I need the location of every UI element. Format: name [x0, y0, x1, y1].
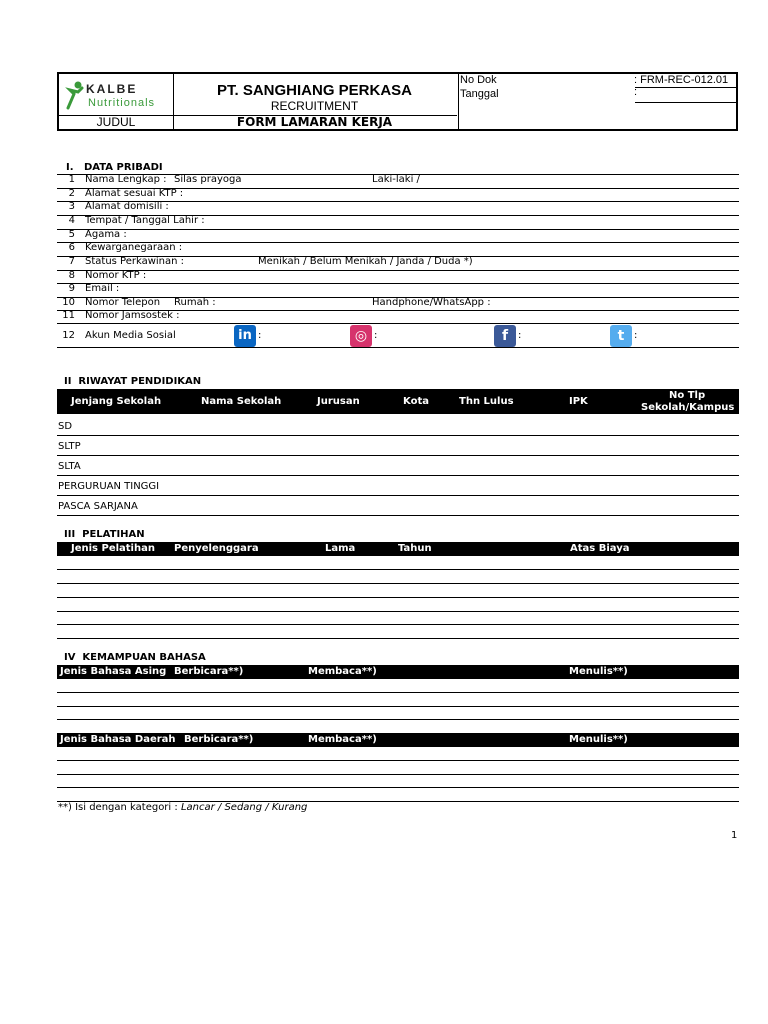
- education-header-bar: [57, 389, 739, 414]
- col-menulis: Menulis**): [569, 666, 628, 677]
- tanggal-value: :: [634, 86, 638, 98]
- col-nama-sekolah: Nama Sekolah: [201, 396, 282, 407]
- regional-language-row-line[interactable]: [57, 760, 739, 761]
- row-divider: [57, 283, 739, 284]
- row-number: 3: [68, 201, 75, 212]
- field-label: Tempat / Tanggal Lahir :: [85, 215, 205, 226]
- logo-subtitle: Nutritionals: [88, 97, 156, 109]
- row-divider: [57, 229, 739, 230]
- linkedin-icon[interactable]: in: [234, 325, 256, 347]
- row-number: 11: [62, 310, 75, 321]
- education-level-label: SLTP: [58, 441, 81, 452]
- field-label: Nomor Jamsostek :: [85, 310, 180, 321]
- training-row-line[interactable]: [57, 583, 739, 584]
- field-label: Akun Media Sosial: [85, 330, 176, 341]
- facebook-icon[interactable]: f: [494, 325, 516, 347]
- section-data-pribadi-title: I. DATA PRIBADI: [66, 162, 163, 173]
- field-label: Nomor Telepon: [85, 297, 161, 308]
- col-menulis: Menulis**): [569, 734, 628, 745]
- row-divider: [57, 323, 739, 324]
- col-penyelenggara: Penyelenggara: [174, 543, 259, 554]
- col-berbicara: Berbicara**): [174, 666, 244, 677]
- education-level-label: PERGURUAN TINGGI: [58, 481, 160, 492]
- language-category-note: [58, 802, 307, 813]
- row-divider: [57, 435, 739, 436]
- col-sekolah-kampus: Sekolah/Kampus: [641, 402, 735, 413]
- col-berbicara: Berbicara**): [184, 734, 254, 745]
- training-row-line[interactable]: [57, 569, 739, 570]
- row-number: 9: [68, 283, 75, 294]
- col-jurusan: Jurusan: [317, 396, 360, 407]
- col-no-tlp: No Tlp: [669, 390, 706, 401]
- row-divider: [57, 270, 739, 271]
- note-prefix: **) Isi dengan kategori :: [58, 802, 178, 813]
- col-jenis-pelatihan: Jenis Pelatihan: [71, 543, 155, 554]
- instagram-icon[interactable]: ◎: [350, 325, 372, 347]
- row-number: 8: [68, 270, 75, 281]
- col-jenis-bahasa-asing: Jenis Bahasa Asing: [60, 666, 167, 677]
- field-label: Nama Lengkap :: [85, 174, 167, 185]
- foreign-language-row-line[interactable]: [57, 719, 739, 720]
- department-name: RECRUITMENT: [270, 99, 359, 113]
- social-account-field[interactable]: :: [634, 330, 638, 341]
- row-number: 12: [62, 330, 75, 341]
- field-label: Alamat sesuai KTP :: [85, 188, 184, 199]
- education-level-label: SLTA: [58, 461, 81, 472]
- field-label: Email :: [85, 283, 120, 294]
- training-row-line[interactable]: [57, 638, 739, 639]
- row-number: 6: [68, 242, 75, 253]
- company-name: PT. SANGHIANG PERKASA: [216, 82, 413, 99]
- logo-brand: KALBE: [86, 82, 138, 96]
- tanggal-label: Tanggal: [460, 88, 499, 100]
- row-number: 2: [68, 188, 75, 199]
- col-ipk: IPK: [569, 396, 588, 407]
- section-pelatihan-title: III PELATIHAN: [64, 529, 145, 540]
- training-row-line[interactable]: [57, 597, 739, 598]
- col-jenis-bahasa-daerah: Jenis Bahasa Daerah: [60, 734, 176, 745]
- training-header-bar: [57, 542, 739, 556]
- foreign-language-header-bar: [57, 665, 739, 679]
- row-number: 4: [68, 215, 75, 226]
- section-riwayat-pendidikan-title: II RIWAYAT PENDIDIKAN: [64, 376, 202, 387]
- training-row-line[interactable]: [57, 611, 739, 612]
- row-number: 10: [62, 297, 75, 308]
- foreign-language-row-line[interactable]: [57, 692, 739, 693]
- education-level-label: PASCA SARJANA: [58, 501, 138, 512]
- no-dok-label: No Dok: [460, 74, 497, 86]
- col-lama: Lama: [325, 543, 356, 554]
- row-divider: [57, 455, 739, 456]
- field-value[interactable]: Silas prayoga: [174, 174, 242, 185]
- social-account-field[interactable]: :: [374, 330, 378, 341]
- field-value[interactable]: Rumah :: [174, 297, 216, 308]
- no-dok-value: : FRM-REC-012.01: [634, 74, 729, 86]
- foreign-language-row-line[interactable]: [57, 706, 739, 707]
- education-level-label: SD: [58, 421, 73, 432]
- regional-language-row-line[interactable]: [57, 787, 739, 788]
- col-kota: Kota: [403, 396, 429, 407]
- social-account-field[interactable]: :: [518, 330, 522, 341]
- field-label: Status Perkawinan :: [85, 256, 185, 267]
- field-label: Agama :: [85, 229, 127, 240]
- row-divider: [57, 515, 739, 516]
- form-title: FORM LAMARAN KERJA: [236, 115, 393, 129]
- field-label: Alamat domisili :: [85, 201, 169, 212]
- judul-label: JUDUL: [96, 115, 136, 129]
- row-divider: [57, 347, 739, 348]
- field-label: Kewarganegaraan :: [85, 242, 183, 253]
- row-number: 5: [68, 229, 75, 240]
- col-jenjang-sekolah: Jenjang Sekolah: [71, 396, 162, 407]
- regional-language-row-line[interactable]: [57, 774, 739, 775]
- col-tahun: Tahun: [398, 543, 432, 554]
- twitter-icon[interactable]: t: [610, 325, 632, 347]
- kalbe-figure-icon: [64, 80, 86, 110]
- row-divider: [57, 475, 739, 476]
- note-options: Lancar / Sedang / Kurang: [180, 802, 308, 813]
- field-value[interactable]: Menikah / Belum Menikah / Janda / Duda *): [258, 256, 473, 267]
- row-number: 7: [68, 256, 75, 267]
- social-account-field[interactable]: :: [258, 330, 262, 341]
- row-number: 1: [68, 174, 75, 185]
- field-extra[interactable]: Laki-laki /: [372, 174, 420, 185]
- training-row-line[interactable]: [57, 624, 739, 625]
- col-thn-lulus: Thn Lulus: [459, 396, 514, 407]
- regional-language-header-bar: [57, 733, 739, 747]
- col-atas-biaya: Atas Biaya: [570, 543, 630, 554]
- col-membaca: Membaca**): [308, 734, 377, 745]
- kalbe-logo: [64, 78, 172, 114]
- section-kemampuan-bahasa-title: IV KEMAMPUAN BAHASA: [64, 652, 206, 663]
- col-membaca: Membaca**): [308, 666, 377, 677]
- field-label: Nomor KTP :: [85, 270, 147, 281]
- row-divider: [57, 495, 739, 496]
- page-number: 1: [731, 830, 738, 841]
- field-extra[interactable]: Handphone/WhatsApp :: [372, 297, 491, 308]
